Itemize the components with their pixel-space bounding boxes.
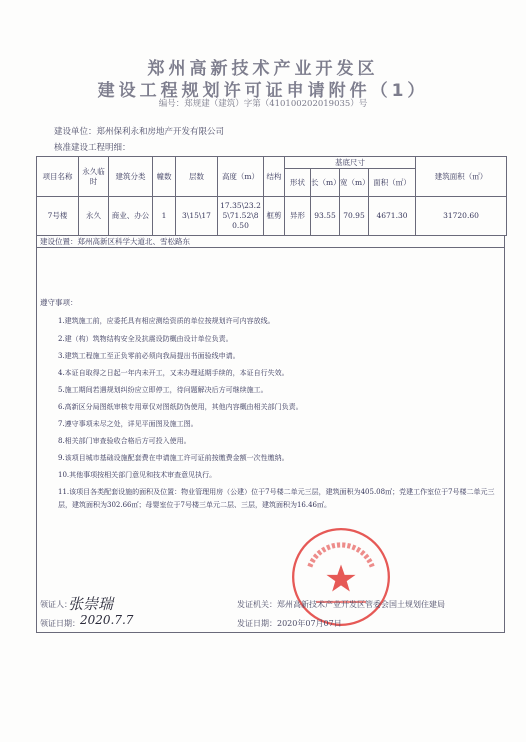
project-detail-title: 核准建设工程明细： bbox=[54, 143, 131, 153]
cell-count: 1 bbox=[153, 197, 176, 236]
receive-date-label: 领证日期： bbox=[40, 619, 80, 628]
note-item: 1.建筑施工前，应委托具有相应测绘资质的单位按规划许可内容放线。 bbox=[58, 317, 275, 325]
note-item: 11.该项目各类配套设施的面积及位置：物业管理用房（公建）位于7号楼二单元三层，建筑面积为405.08㎡；党建工作室位于7号楼二单元三层，建筑面积为302.66㎡；母婴室位于7号楼三单元二层、三层，建筑面积为16.46㎡。 bbox=[58, 488, 495, 509]
note-item: 5.施工期间若遇规划纠纷应立即停工，待问题解决后方可继续施工。 bbox=[58, 386, 268, 394]
cell-width: 70.95 bbox=[340, 197, 369, 236]
cell-category: 商业、办公 bbox=[109, 197, 153, 236]
note-item: 10.其他事项按相关部门意见和技术审查意见执行。 bbox=[58, 471, 217, 479]
note-item: 9.该项目城市基础设施配套费在申请施工许可证前按缴费金额一次性缴纳。 bbox=[58, 454, 289, 462]
header-area: 面积（㎡） bbox=[369, 169, 416, 197]
note-item: 6.高新区分局图纸审核专用章仅对图纸防伪使用，其他内容概由相关部门负责。 bbox=[58, 403, 303, 411]
cell-permanence: 永久 bbox=[79, 197, 109, 236]
header-permanence: 永久临时 bbox=[79, 157, 109, 197]
note-item: 2.建（构）筑物结构安全及抗震设防概由设计单位负责。 bbox=[58, 335, 233, 343]
header-width: 宽（m） bbox=[340, 169, 369, 197]
header-length: 长（m） bbox=[311, 169, 340, 197]
header-item: 项目名称 bbox=[37, 157, 79, 197]
header-height: 高度（m） bbox=[218, 157, 264, 197]
header-floors: 层数 bbox=[176, 157, 218, 197]
document-title: 郑州高新技术产业开发区 bbox=[147, 59, 379, 79]
header-shape: 形状 bbox=[285, 169, 311, 197]
header-structure: 结构 bbox=[264, 157, 285, 197]
cell-item: 7号楼 bbox=[37, 197, 79, 236]
detail-table bbox=[36, 156, 507, 236]
cell-structure: 框剪 bbox=[264, 197, 285, 236]
location-line: 建设位置：郑州高新区科学大道北、雪松路东 bbox=[36, 235, 505, 248]
cell-shape: 异形 bbox=[285, 197, 311, 236]
receiver-signature: 张崇瑞 bbox=[68, 595, 114, 613]
note-item: 8.相关部门审查验收合格后方可投入使用。 bbox=[58, 437, 191, 445]
header-count: 幢数 bbox=[153, 157, 176, 197]
header-foundation: 基底尺寸 bbox=[285, 157, 416, 169]
header-category: 建筑分类 bbox=[109, 157, 153, 197]
official-seal-icon bbox=[289, 525, 393, 629]
header-total-area: 建筑面积（㎡） bbox=[416, 157, 507, 197]
cell-height: 17.35\23.25\71.52\80.50 bbox=[218, 197, 264, 236]
cell-total-area: 31720.60 bbox=[416, 197, 507, 236]
document-subtitle: 建设工程规划许可证申请附件（1） bbox=[97, 81, 429, 101]
issuer-line: 发证机关：郑州高新技术产业开发区管委会国土规划住建局 bbox=[237, 600, 445, 609]
issue-date-line: 发证日期：2020年07月07日 bbox=[237, 619, 342, 628]
receive-date-handwritten: 2020.7.7 bbox=[80, 613, 134, 627]
cell-area: 4671.30 bbox=[369, 197, 416, 236]
note-item: 3.建筑工程施工至正负零前必须向我局提出书面验线申请。 bbox=[58, 352, 240, 360]
cell-floors: 3\15\17 bbox=[176, 197, 218, 236]
notes-heading: 遵守事项： bbox=[40, 298, 78, 307]
note-item: 7.遵守事项未尽之处，详见平面图及施工图。 bbox=[58, 420, 198, 428]
applicant-line: 建设单位：郑州保利永和房地产开发有限公司 bbox=[54, 127, 225, 137]
receiver-label: 领证人： bbox=[40, 600, 72, 609]
cell-length: 93.55 bbox=[311, 197, 340, 236]
note-item: 4.本证自取得之日起一年内未开工，又未办理延期手续的，本证自行失效。 bbox=[58, 369, 289, 377]
serial-number: 编号：郑规建（建筑）字第（410100202019035）号 bbox=[158, 99, 368, 109]
